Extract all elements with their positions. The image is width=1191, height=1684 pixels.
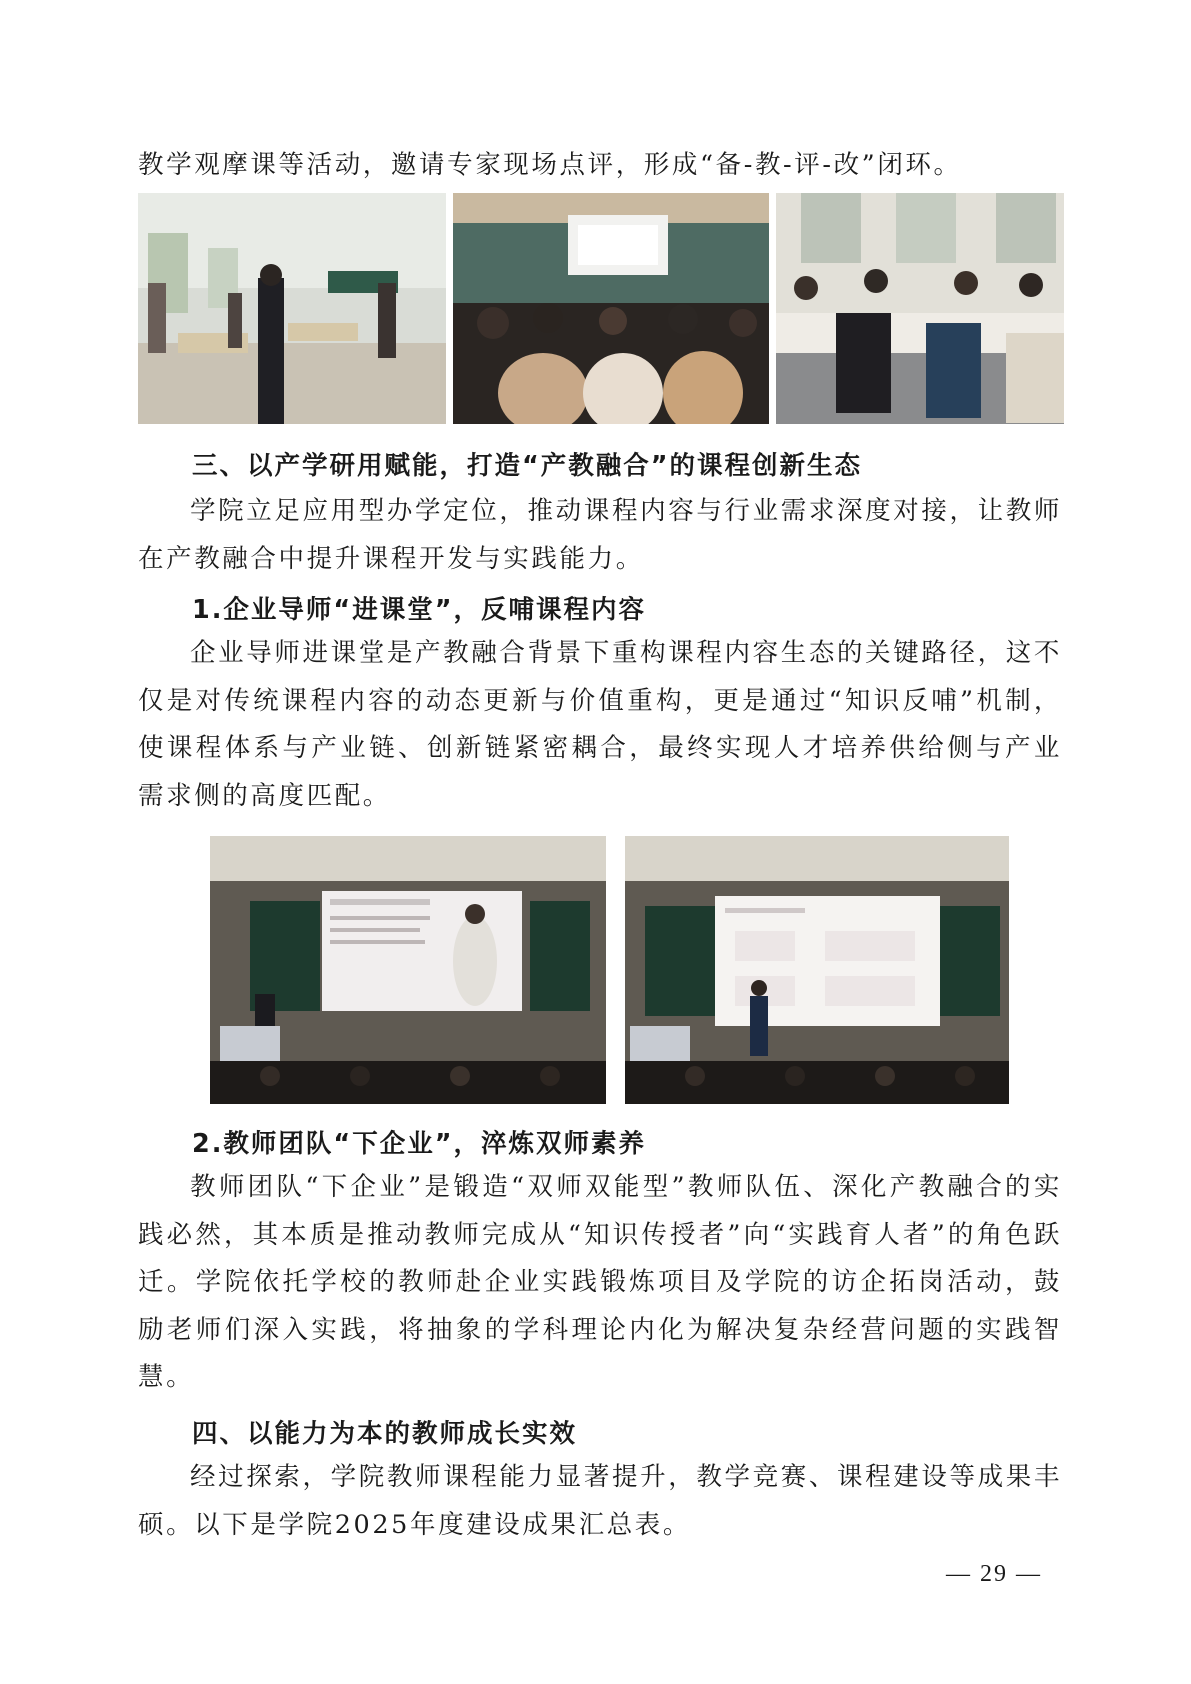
intro-paragraph: 教学观摩课等活动，邀请专家现场点评，形成“备-教-评-改”闭环。 — [138, 150, 962, 180]
classroom-observation-photo — [138, 193, 446, 424]
subsection-1-paragraph: 企业导师进课堂是产教融合背景下重构课程内容生态的关键路径，这不仅是对传统课程内容的动态更新与价值重构，更是通过“知识反哺”机制，使课程体系与产业链、创新链紧密耦合，最终实现人才培养供给侧与产业需求侧的高度匹配。 — [138, 638, 1062, 811]
section-4-heading: 四、以能力为本的教师成长实效 — [192, 1419, 578, 1449]
page-number: — 29 — — [946, 1561, 1042, 1587]
subsection-2-heading: 2.教师团队“下企业”，淬炼双师素养 — [192, 1129, 646, 1159]
section-3-heading: 三、以产学研用赋能，打造“产教融合”的课程创新生态 — [192, 451, 863, 481]
section-4-paragraph: 经过探索，学院教师课程能力显著提升，教学竞赛、课程建设等成果丰硕。以下是学院2025年度建设成果汇总表。 — [138, 1462, 1062, 1540]
enterprise-mentor-lecture-photo-2 — [625, 836, 1009, 1104]
section-3-paragraph: 学院立足应用型办学定位，推动课程内容与行业需求深度对接，让教师在产教融合中提升课程开发与实践能力。 — [138, 496, 1062, 574]
seminar-discussion-photo — [776, 193, 1064, 424]
lecture-hall-photo — [453, 193, 769, 424]
subsection-2-paragraph: 教师团队“下企业”是锻造“双师双能型”教师队伍、深化产教融合的实践必然，其本质是推动教师完成从“知识传授者”向“实践育人者”的角色跃迁。学院依托学校的教师赴企业实践锻炼项目及学院的访企拓岗活动，鼓励老师们深入实践，将抽象的学科理论内化为解决复杂经营问题的实践智慧。 — [138, 1172, 1062, 1392]
enterprise-mentor-lecture-photo-1 — [210, 836, 606, 1104]
subsection-1-heading: 1.企业导师“进课堂”，反哺课程内容 — [192, 595, 646, 625]
